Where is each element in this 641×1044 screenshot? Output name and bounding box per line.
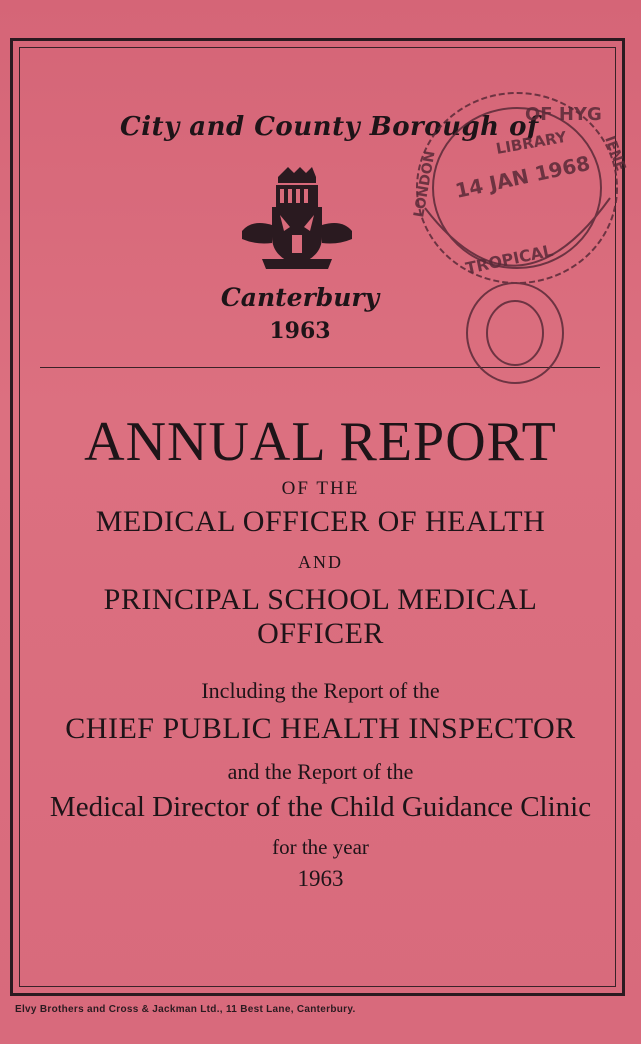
medical-officer-line: MEDICAL OFFICER OF HEALTH <box>95 505 546 538</box>
printer-imprint: Elvy Brothers and Cross & Jackman Ltd., 11 Best Lane, Canterbury. <box>15 1004 356 1015</box>
stamp-left-text: LONDON <box>411 149 439 219</box>
report-title: ANNUAL REPORT <box>84 411 557 473</box>
medical-director-line: Medical Director of the Child Guidance Clinic <box>49 791 592 823</box>
stamp-library-text: LIBRARY <box>494 127 568 158</box>
principal-school-line: PRINCIPAL SCHOOL MEDICAL <box>103 583 538 616</box>
officer-line: OFFICER <box>257 617 384 650</box>
stamp-date: 14 JAN 1968 <box>453 150 593 203</box>
including-line: Including the Report of the <box>201 678 440 703</box>
and-line: AND <box>298 552 343 572</box>
header-year: 1963 <box>269 318 331 344</box>
coat-of-arms-icon <box>238 165 356 273</box>
stamp-top-text: OF HYG <box>525 104 602 125</box>
library-stamp-icon <box>405 78 630 388</box>
town-name: Canterbury <box>220 283 380 312</box>
of-the-line: OF THE <box>281 478 360 499</box>
stamp-right-text: IENE <box>601 133 629 174</box>
report-year: 1963 <box>297 866 344 891</box>
city-borough-heading: City and County Borough of <box>120 112 539 142</box>
stamp-bottom-text: TROPICAL <box>463 240 555 278</box>
and-report-line: and the Report of the <box>227 759 414 784</box>
chief-inspector-line: CHIEF PUBLIC HEALTH INSPECTOR <box>65 712 576 745</box>
for-the-year-line: for the year <box>272 835 369 859</box>
